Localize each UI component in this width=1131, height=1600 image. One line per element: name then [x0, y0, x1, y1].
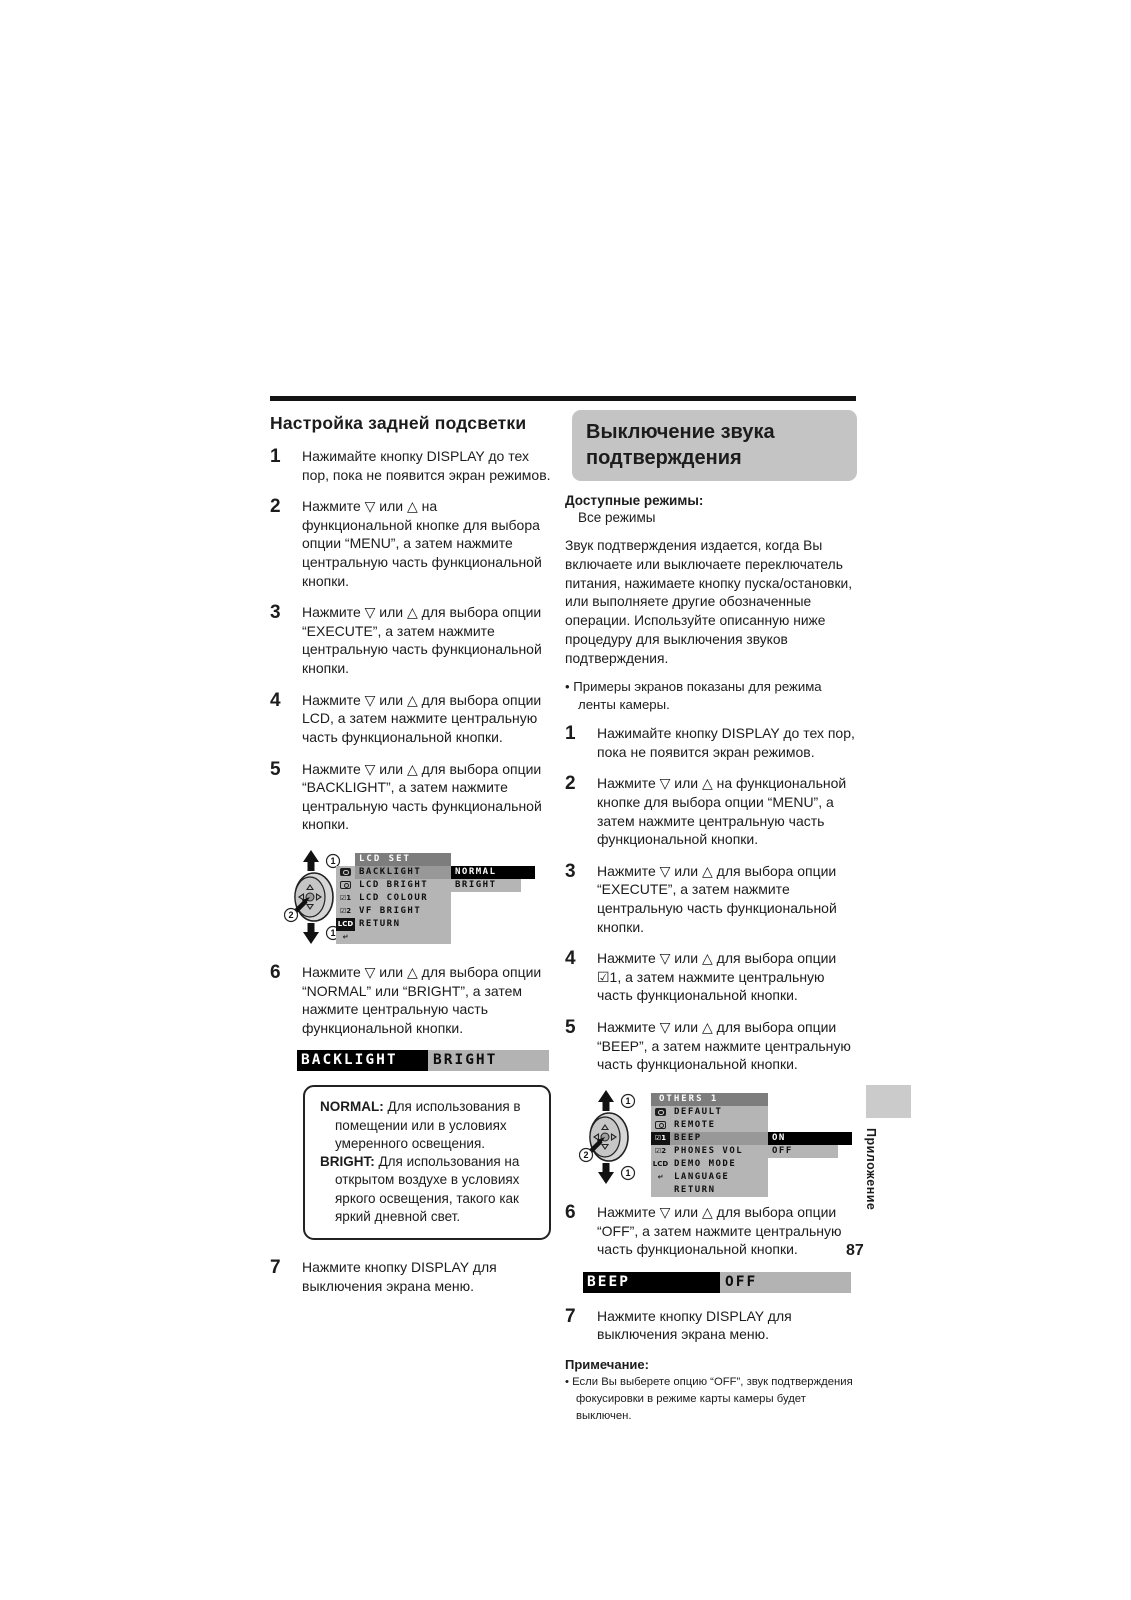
- menu-value-alt: OFF: [768, 1145, 838, 1158]
- step-text: Нажмите кнопку DISPLAY для выключения экрана меню.: [597, 1307, 792, 1343]
- camera-playback-icon: [651, 1119, 670, 1132]
- step-number: 4: [270, 689, 281, 711]
- lcd-set-menu: [336, 853, 497, 944]
- menu-item-phones-vol: PHONES VOL: [674, 1145, 744, 1156]
- others-1-menu: [651, 1093, 793, 1197]
- step-number: 4: [565, 948, 576, 970]
- lcd-icon: LCD: [336, 918, 355, 931]
- result-bar-label: BEEP: [583, 1272, 720, 1293]
- return-icon: ↵: [657, 1173, 664, 1182]
- intro-bullet: • Примеры экранов показаны для режима ленты камеры.: [565, 679, 822, 713]
- menu-item-lcd-colour: LCD COLOUR: [359, 892, 429, 903]
- check2-icon: ☑2: [339, 907, 352, 916]
- normal-bright-note-box: [303, 1085, 551, 1240]
- check1-icon: ☑1: [651, 1132, 670, 1145]
- step-number: 5: [565, 1017, 576, 1039]
- up-arrow-icon: [303, 850, 319, 871]
- function-button-diagram: [579, 1089, 641, 1185]
- callout-1-top: 1: [625, 1096, 631, 1107]
- step-number: 2: [270, 496, 281, 518]
- left-step-1: [270, 447, 551, 484]
- callout-1-bottom: 1: [625, 1168, 631, 1179]
- menu-item-return: RETURN: [674, 1184, 716, 1195]
- down-arrow-icon: [303, 923, 319, 944]
- result-bar-value: BRIGHT: [428, 1050, 549, 1071]
- menu-item-demo-mode: DEMO MODE: [674, 1158, 737, 1169]
- modes-value: Все режимы: [578, 510, 656, 525]
- section-divider-rule: [270, 396, 856, 401]
- step-number: 3: [565, 860, 576, 882]
- left-step-7: [270, 1258, 551, 1295]
- right-section-title: Выключение звука подтверждения: [572, 410, 857, 481]
- step-text: Нажмите ▽ или △ для выбора опции ☑1, а затем нажмите центральную часть функциональной кнопки.: [597, 950, 837, 1004]
- available-modes: [565, 493, 857, 525]
- step-text: Нажмите ▽ или △ для выбора опции “OFF”, а затем нажмите центральную часть функциональной кнопки.: [597, 1203, 842, 1258]
- lcd-icon: LCD: [652, 1160, 669, 1169]
- note-normal: NORMAL: Для использования в помещении или в условиях умеренного освещения.: [320, 1099, 521, 1151]
- left-step-3: [270, 603, 551, 677]
- callout-1-bottom: 1: [330, 928, 336, 939]
- step-text: Нажмите ▽ или △ для выбора опции “EXECUTE”, а затем нажмите центральную часть функциональной кнопки.: [302, 604, 542, 677]
- step-text: Нажмите ▽ или △ для выбора опции “EXECUTE”, а затем нажмите центральную часть функциональной кнопки.: [597, 862, 837, 935]
- step-text: Нажмите ▽ или △ для выбора опции “BACKLIGHT”, а затем нажмите центральную часть функциональной кнопки.: [302, 760, 542, 833]
- menu-title: OTHERS 1: [651, 1093, 768, 1106]
- step-text: Нажмите кнопку DISPLAY для выключения экрана меню.: [302, 1258, 497, 1294]
- right-step-5: [565, 1018, 857, 1074]
- result-bar-label: BACKLIGHT: [297, 1050, 428, 1071]
- step-text: Нажмите ▽ или △ для выбора опции “NORMAL” или “BRIGHT”, а затем нажмите центральную часть функциональной кнопки.: [302, 963, 542, 1036]
- step-text: Нажмите ▽ или △ для выбора опции “BEEP”, а затем нажмите центральную часть функциональной кнопки.: [597, 1019, 851, 1073]
- right-step-3: [565, 862, 857, 936]
- backlight-result-bar: [297, 1050, 549, 1071]
- menu-value-selected: ON: [768, 1132, 852, 1145]
- beep-result-bar: [583, 1272, 851, 1293]
- right-step-6: [565, 1203, 857, 1259]
- step-number: 7: [565, 1305, 576, 1327]
- left-column: [270, 413, 551, 1308]
- callout-1-top: 1: [330, 856, 336, 867]
- step-number: 5: [270, 758, 281, 780]
- menu-item-backlight: BACKLIGHT: [355, 866, 451, 879]
- up-arrow-icon: [598, 1090, 614, 1111]
- step-text: Нажмите ▽ или △ на функциональной кнопке для выбора опции “MENU”, а затем нажмите центральную часть функциональной кнопки.: [597, 775, 847, 848]
- step-text: Нажимайте кнопку DISPLAY до тех пор, пока не появится экран режимов.: [597, 725, 855, 760]
- step-number: 1: [270, 446, 281, 467]
- left-step-5: [270, 760, 551, 834]
- left-section-title: Настройка задней подсветки: [270, 413, 527, 433]
- result-bar-value: OFF: [720, 1272, 851, 1293]
- right-step-2: [565, 774, 857, 848]
- menu-item-return: RETURN: [359, 918, 401, 929]
- right-step-4: [565, 949, 857, 1005]
- menu-value-selected: NORMAL: [451, 866, 535, 879]
- menu-value-alt: BRIGHT: [451, 879, 521, 892]
- step-text: Нажимайте кнопку DISPLAY до тех пор, пока не появится экран режимов.: [302, 448, 551, 483]
- page-number: 87: [846, 1242, 864, 1259]
- modes-label: Доступные режимы:: [565, 493, 704, 508]
- right-step-7: [565, 1307, 857, 1344]
- left-step-4: [270, 691, 551, 747]
- left-step-2: [270, 497, 551, 590]
- lcd-set-screen-figure: [270, 847, 551, 949]
- step-number: 6: [565, 1201, 576, 1223]
- menu-item-language: LANGUAGE: [674, 1171, 730, 1182]
- step-number: 3: [270, 602, 281, 624]
- menu-item-lcd-bright: LCD BRIGHT: [359, 879, 429, 890]
- step-number: 1: [565, 723, 576, 745]
- note-label: Примечание:: [565, 1356, 649, 1372]
- note-bullet: • Если Вы выберете опцию “OFF”, звук подтверждения фокусировки в режиме карты камеры будет выключен.: [565, 1375, 853, 1422]
- callout-2: 2: [288, 910, 294, 921]
- menu-item-default: DEFAULT: [674, 1106, 723, 1117]
- menu-item-remote: REMOTE: [674, 1119, 716, 1130]
- right-step-1: [565, 724, 857, 761]
- right-column: [565, 410, 857, 1425]
- appendix-tab-marker: [866, 1085, 911, 1118]
- appendix-tab-label: Приложение: [864, 1128, 878, 1211]
- menu-sidebar: [336, 866, 355, 944]
- menu-title: LCD SET: [355, 853, 451, 866]
- menu-item-vf-bright: VF BRIGHT: [359, 905, 422, 916]
- step-number: 6: [270, 961, 281, 983]
- callout-2: 2: [583, 1150, 589, 1161]
- intro-paragraph: Звук подтверждения издается, когда Вы включаете или выключаете переключатель питания, нажимаете кнопку пуска/остановки, или выполняете другие обозначенные операции. Используйте описанную ниже процедуру для выключения звуков подтверждения.: [565, 538, 853, 666]
- left-step-6: [270, 963, 551, 1037]
- camera-playback-icon: [336, 879, 355, 892]
- step-text: Нажмите ▽ или △ для выбора опции LCD, а затем нажмите центральную часть функциональной кнопки.: [302, 691, 542, 745]
- return-icon: ↵: [342, 933, 349, 942]
- menu-item-beep: BEEP: [670, 1132, 768, 1145]
- camera-icon: [336, 866, 355, 879]
- menu-sidebar: [651, 1106, 670, 1197]
- camera-icon: [651, 1106, 670, 1119]
- note-bright: BRIGHT: Для использования на открытом воздухе в условиях яркого освещения, такого как яркий дневной свет.: [320, 1154, 520, 1224]
- step-number: 2: [565, 773, 576, 795]
- down-arrow-icon: [598, 1163, 614, 1184]
- check2-icon: ☑2: [654, 1147, 667, 1156]
- check1-icon: ☑1: [339, 894, 352, 903]
- others-1-screen-figure: [565, 1087, 857, 1195]
- step-text: Нажмите ▽ или △ на функциональной кнопке для выбора опции “MENU”, а затем нажмите центральную часть функциональной кнопки.: [302, 498, 542, 589]
- step-number: 7: [270, 1256, 281, 1278]
